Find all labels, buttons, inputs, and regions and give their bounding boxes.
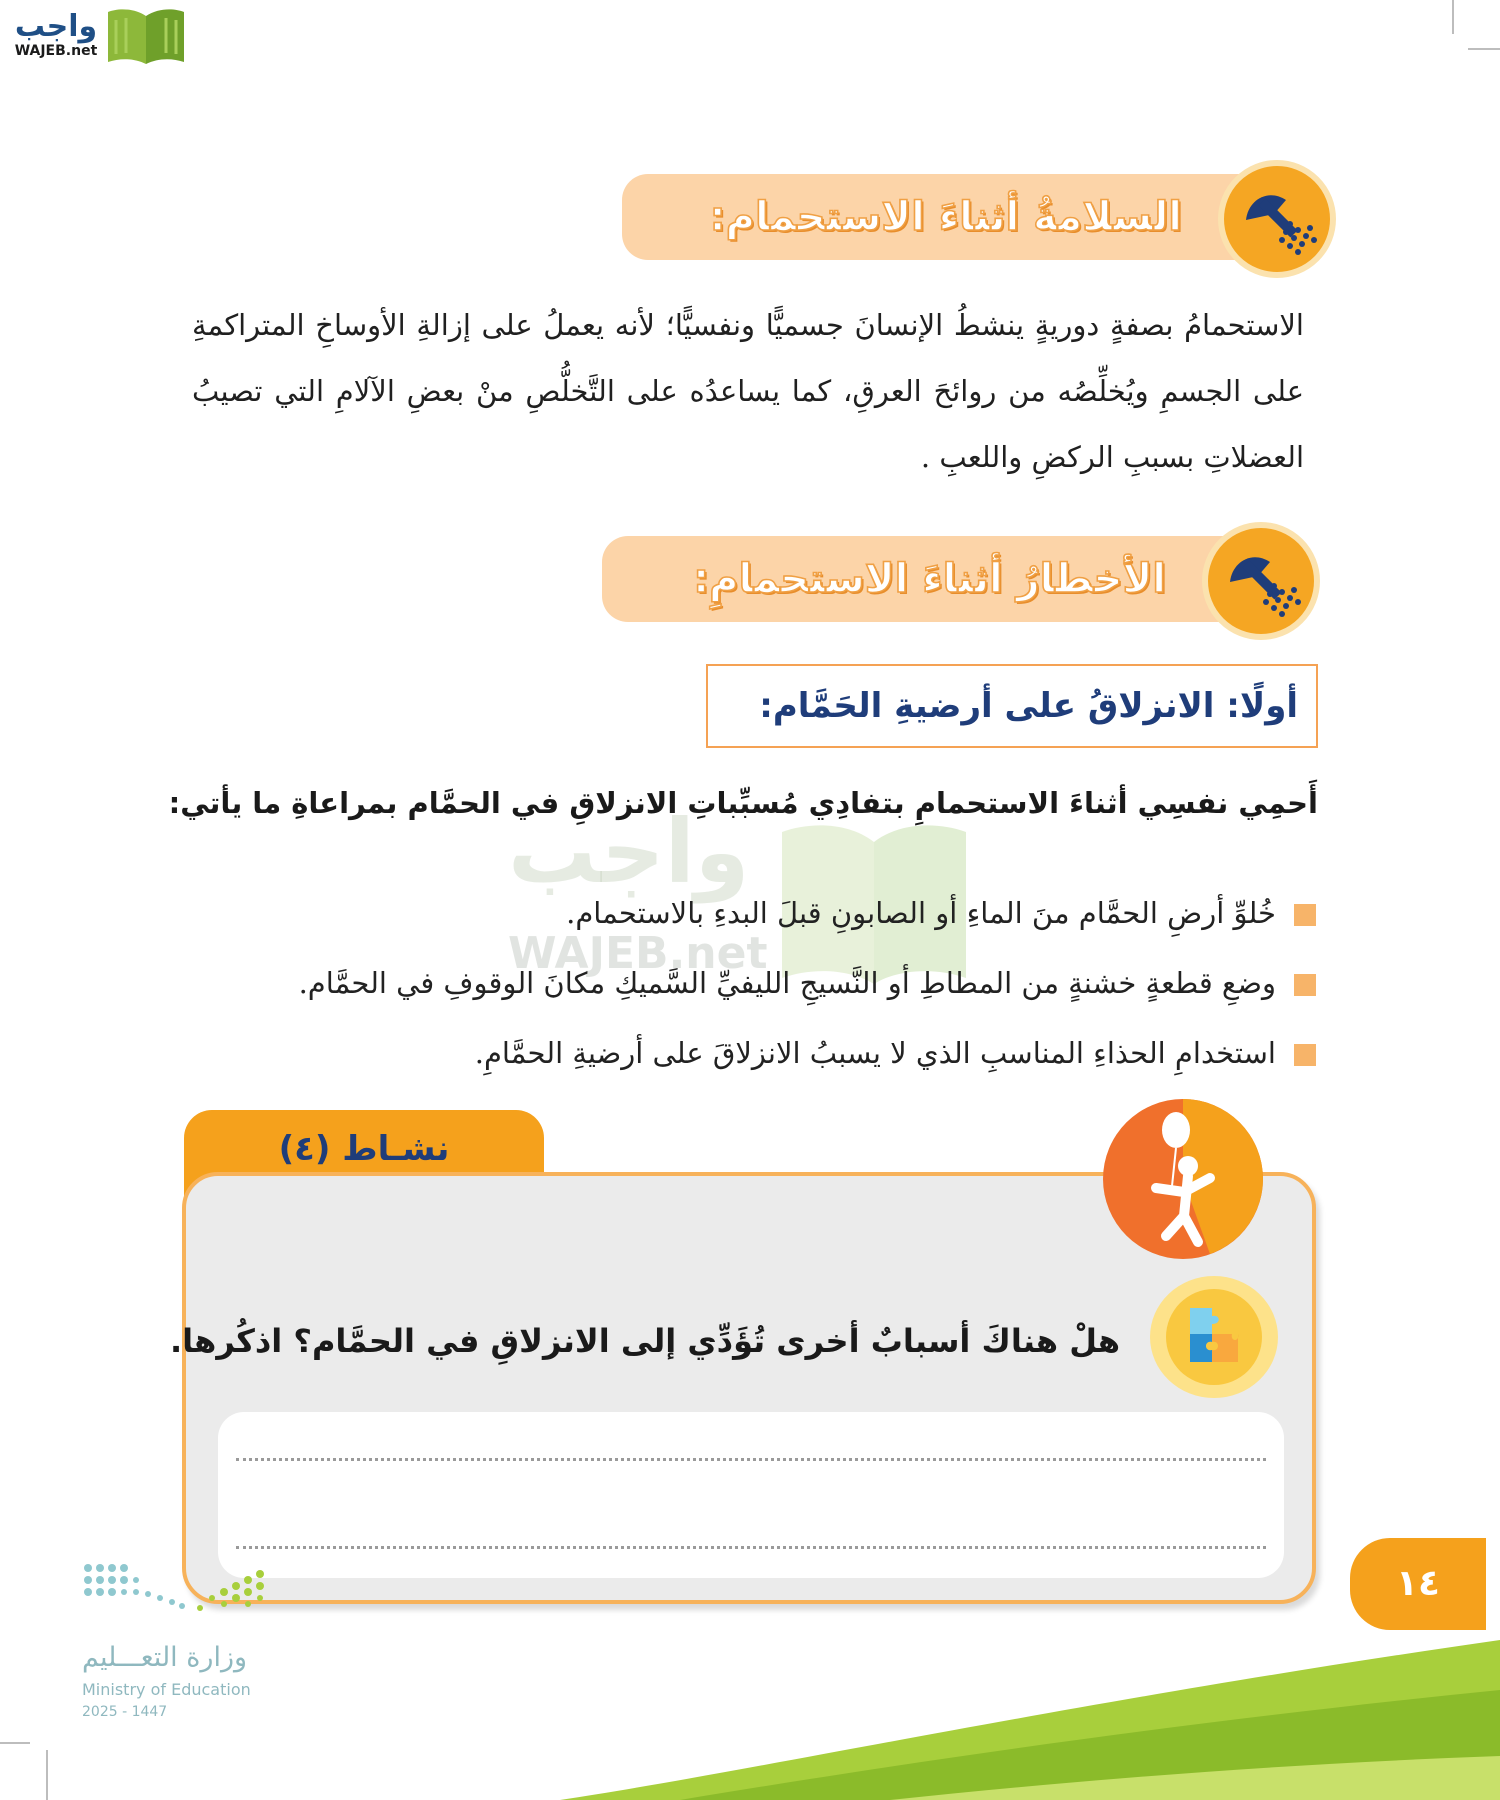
crop-mark [0, 1742, 30, 1744]
section1-banner [622, 174, 1282, 260]
bullet-text: خُلوِّ أرضِ الحمَّام منَ الماءِ أو الصابونِ قبلَ البدءِ بالاستحمام. [566, 896, 1276, 930]
crop-mark [46, 1750, 48, 1800]
child-balloon-icon [1100, 1096, 1266, 1262]
bullet-square [1294, 974, 1316, 996]
logo-arabic: واجب [14, 9, 98, 44]
section1-title: السلامةُ أثناءَ الاستحمام: [709, 194, 1182, 240]
logo-latin: WAJEB.net [14, 43, 98, 59]
watermark-latin: WAJEB.net [508, 928, 768, 979]
ministry-year: 2025 - 1447 [82, 1704, 168, 1720]
bullet-text: وضعِ قطعةٍ خشنةٍ من المطاطِ أو النَّسيجِ الليفيِّ السَّميكِ مكانَ الوقوفِ في الحمَّام. [298, 966, 1276, 1000]
shower-icon [1224, 166, 1330, 272]
book-logo-icon [104, 6, 188, 66]
section2-title: الأخطارُ أثناءَ الاستحمامِ: [693, 556, 1166, 602]
lead-sentence: أَحمِي نفسِي أثناءَ الاستحمامِ بتفادِي مُسبِّباتِ الانزلاقِ في الحمَّام بمراعاةِ ما يأتي: [168, 786, 1318, 820]
bullet-square [1294, 1044, 1316, 1066]
activity-tab-label: نشـاط (٤) [278, 1129, 450, 1169]
crop-mark [1468, 48, 1500, 50]
bullet-square [1294, 904, 1316, 926]
shower-icon [1208, 528, 1314, 634]
answer-line-2[interactable] [236, 1546, 1266, 1549]
puzzle-badge [1150, 1276, 1278, 1398]
section2-banner [602, 536, 1266, 622]
decorative-swoosh [560, 1640, 1500, 1800]
page-number: ١٤ [1396, 1563, 1440, 1604]
subheading-slipping: أولًا: الانزلاقُ على أرضيةِ الحَمَّام: [706, 664, 1318, 748]
answer-line-1[interactable] [236, 1458, 1266, 1461]
section2-icon-badge [1202, 522, 1320, 640]
section1-icon-badge [1218, 160, 1336, 278]
bullet-item [299, 966, 1316, 1000]
section1-paragraph: الاستحمامُ بصفةٍ دوريةٍ ينشطُ الإنسانَ جسميًّا ونفسيًّا؛ لأنه يعملُ على إزالةِ الأوساخِ المتراكمةِ على الجسمِ ويُخلِّصُه من روائحَ العرقِ، كما يساعدُه على التَّخلُّصِ منْ بعضِ الآلامِ التي تصيبُ العضلاتِ بسببِ الركضِ واللعبِ . [192, 308, 1304, 474]
bullet-item [566, 896, 1316, 930]
wajeb-logo[interactable] [10, 9, 102, 59]
ministry-name-english: Ministry of Education [82, 1680, 251, 1699]
puzzle-icon [1150, 1276, 1278, 1398]
ministry-logo-icon [82, 1560, 268, 1622]
ministry-name-arabic: وزارة التعـــليم [82, 1642, 248, 1673]
bullet-item [475, 1036, 1316, 1070]
bullet-text: استخدامِ الحذاءِ المناسبِ الذي لا يسببُ الانزلاقَ على أرضيةِ الحمَّامِ. [474, 1036, 1276, 1070]
answer-box[interactable] [218, 1412, 1284, 1578]
activity-question: هلْ هناكَ أسبابٌ أخرى تُؤَدِّي إلى الانزلاقِ في الحمَّام؟ اذكُرها. [169, 1322, 1120, 1360]
watermark-arabic: واجب [508, 800, 750, 903]
crop-mark [1452, 0, 1454, 34]
page-number-tab [1350, 1538, 1486, 1630]
